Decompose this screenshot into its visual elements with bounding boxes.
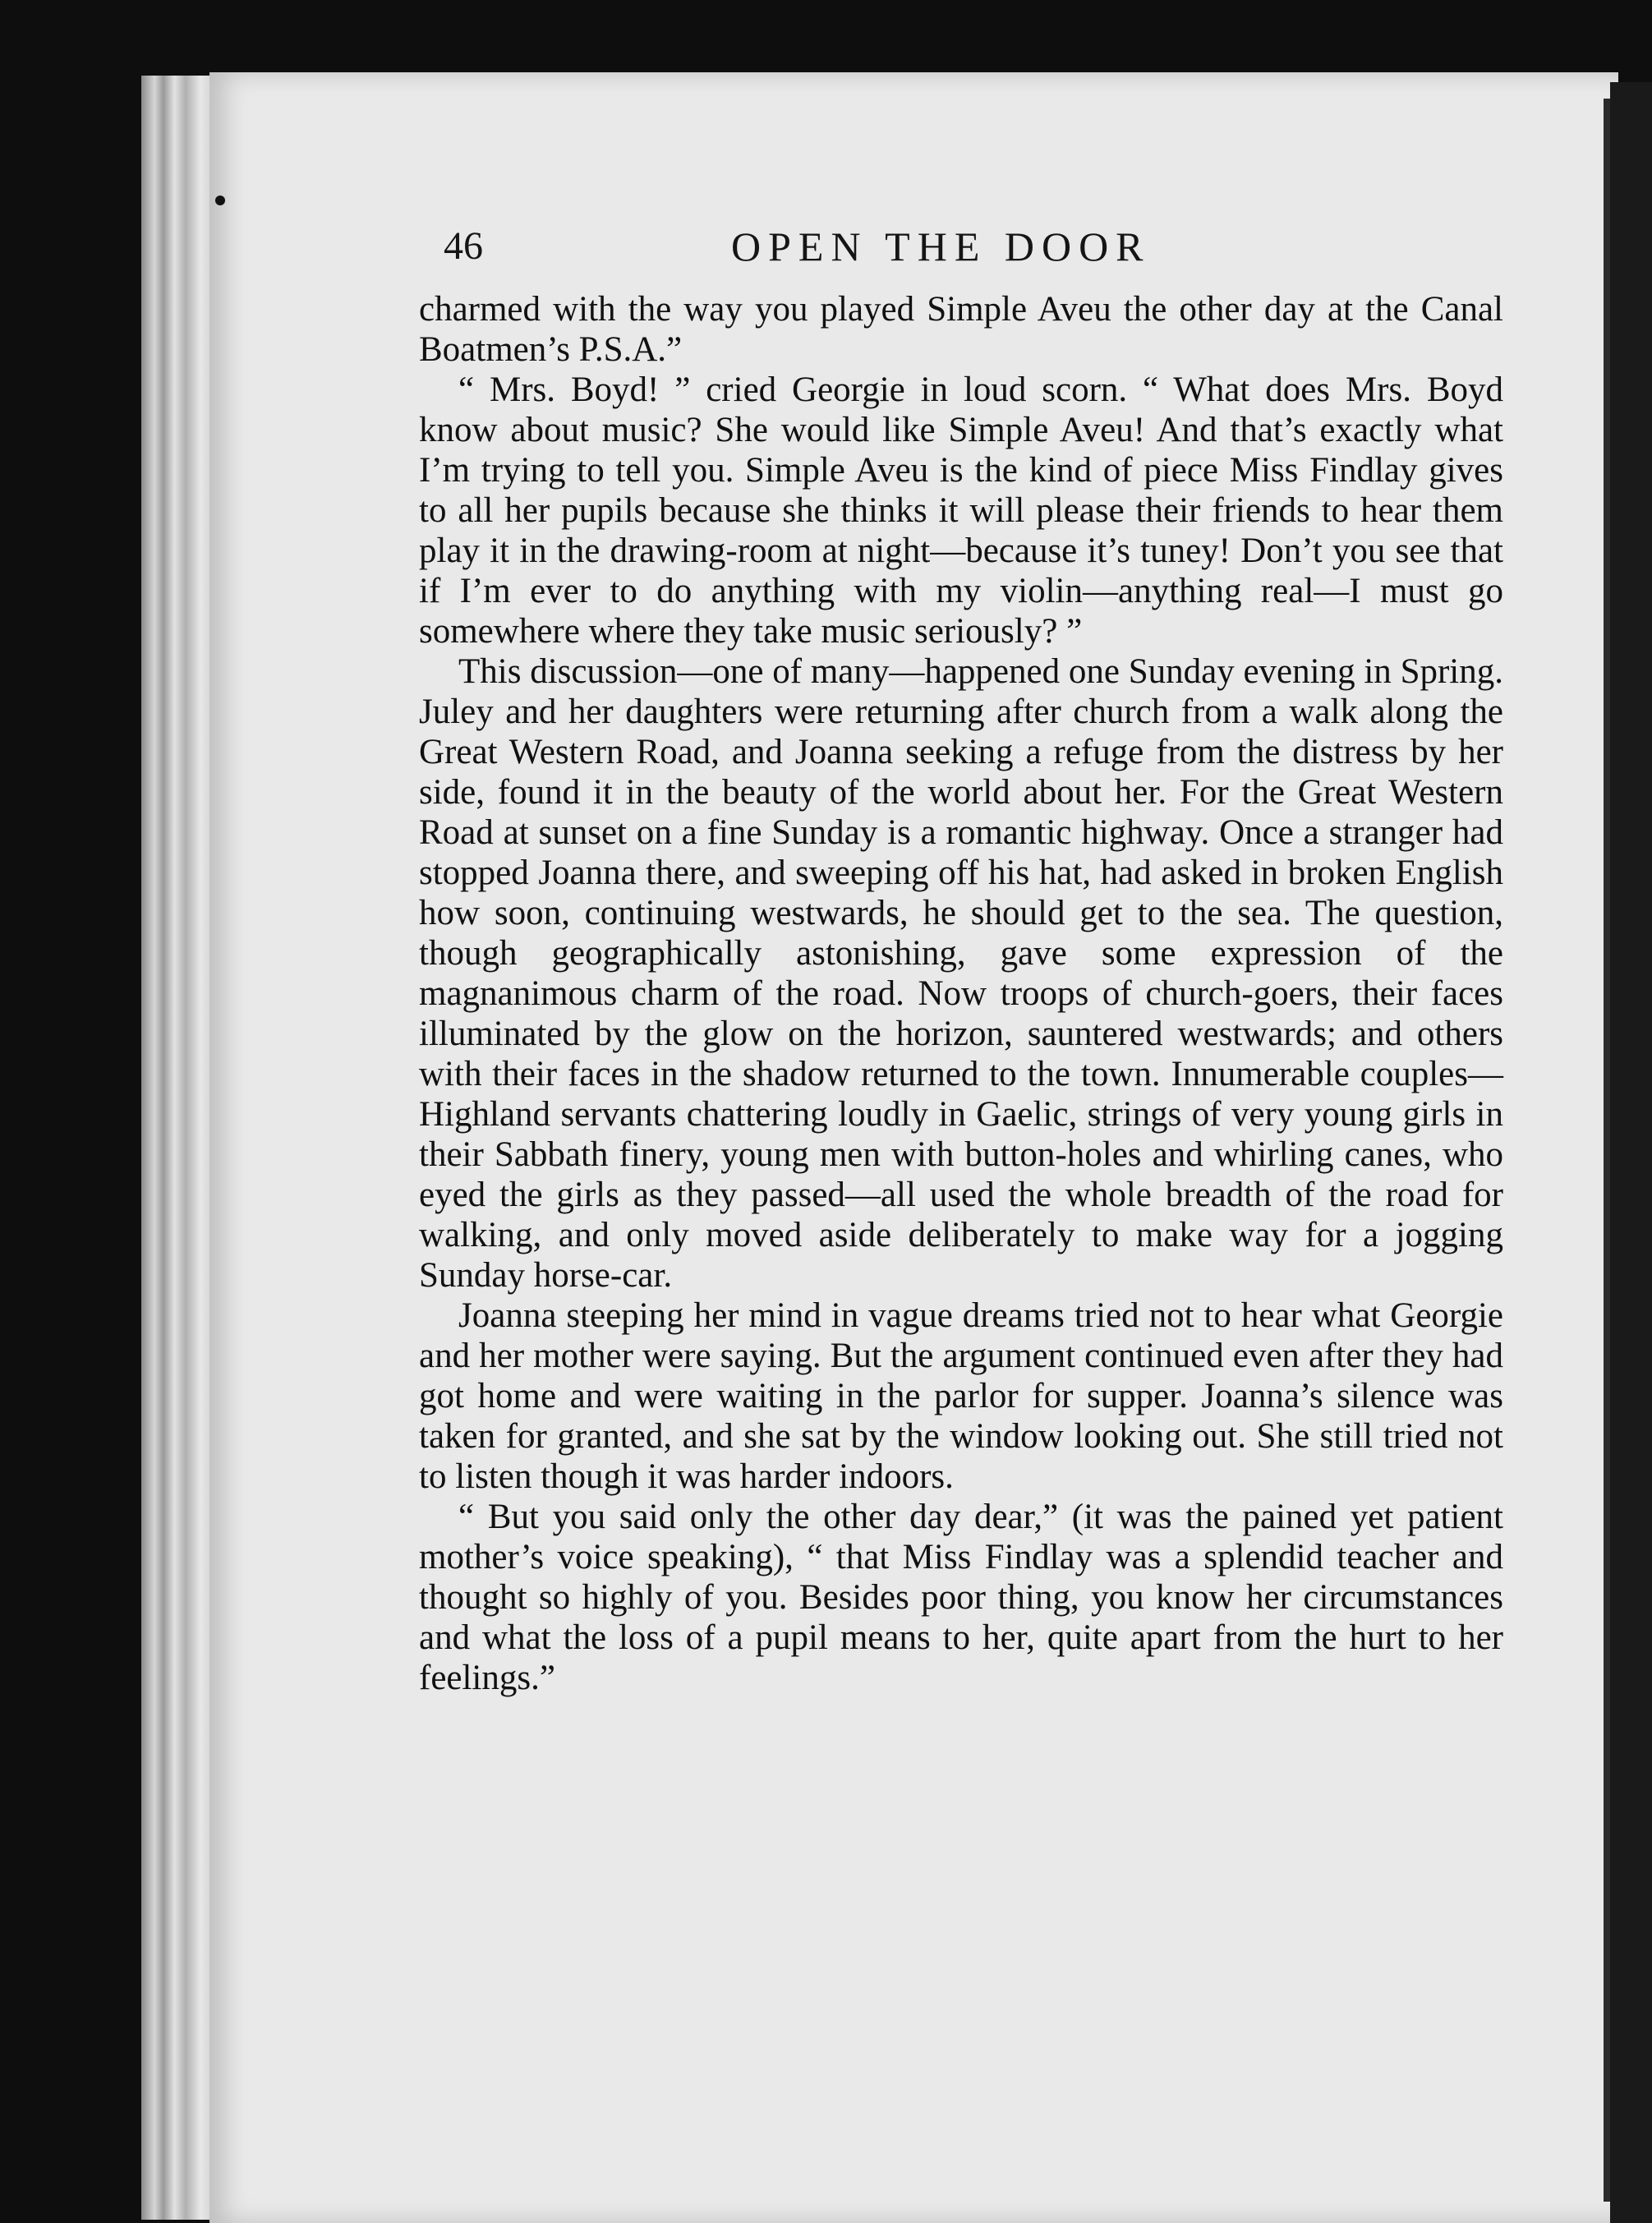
page-number: 46 — [444, 224, 483, 268]
paragraph-3: This discussion—one of many—happened one Sunday evening in Spring. Juley and her daughters were returning after church from a walk along the Great Western Road, and Joanna seeking a refuge from the distress by her side, found it in the beauty of the world about her. For the Great Western Road at sunset on a fine Sunday is a romantic highway. Once a stranger had stopped Joanna there, and sweeping off his hat, had asked in broken English how soon, continuing westwards, he should get to the sea. The question, though geographically astonishing, gave some expression of the magnanimous charm of the road. Now troops of church-goers, their faces illuminated by the glow on the horizon, sauntered westwards; and others with their faces in the shadow returned to the town. Innumerable couples—Highland servants chattering loudly in Gaelic, strings of very young girls in their Sabbath finery, young men with button-holes and whirling canes, who eyed the girls as they passed—all used the whole breadth of the road for walking, and only moved aside deliberately to make way for a jogging Sunday horse-car. — [419, 652, 1503, 1295]
book-page-edges — [141, 76, 215, 2220]
facing-page-edge — [1604, 99, 1610, 2202]
paragraph-2: “ Mrs. Boyd! ” cried Georgie in loud scorn. “ What does Mrs. Boyd know about music? She would like Simple Aveu! And that’s exactly what I’m trying to tell you. Simple Aveu is the kind of piece Miss Findlay gives to all her pupils because she thinks it will please their friends to hear them play it in the drawing-room at night—because it’s tuney! Don’t you see that if I’m ever to do anything with my violin—anything real—I must go somewhere where they take music seriously? ” — [419, 370, 1503, 651]
paragraph-5: “ But you said only the other day dear,” (it was the pained yet patient mother’s voice speaking), “ that Miss Findlay was a splendid teacher and thought so highly of you. Besides poor thing, you know her circumstances and what the loss of a pupil means to her, quite apart from the hurt to her feelings.” — [419, 1498, 1503, 1697]
body-text — [419, 289, 1503, 1698]
paragraph-1: charmed with the way you played Simple Aveu the other day at the Canal Boatmen’s P.S.A.” — [419, 290, 1503, 369]
dark-background-right — [1610, 82, 1652, 2223]
paragraph-4: Joanna steeping her mind in vague dreams tried not to hear what Georgie and her mother were saying. But the argument continued even after they had got home and were waiting in the parlor for supper. Joanna’s silence was taken for granted, and she sat by the window looking out. She still tried not to listen though it was harder indoors. — [419, 1296, 1503, 1496]
running-title: OPEN THE DOOR — [731, 223, 1151, 269]
margin-mark — [215, 196, 225, 205]
page-header — [444, 222, 1503, 279]
